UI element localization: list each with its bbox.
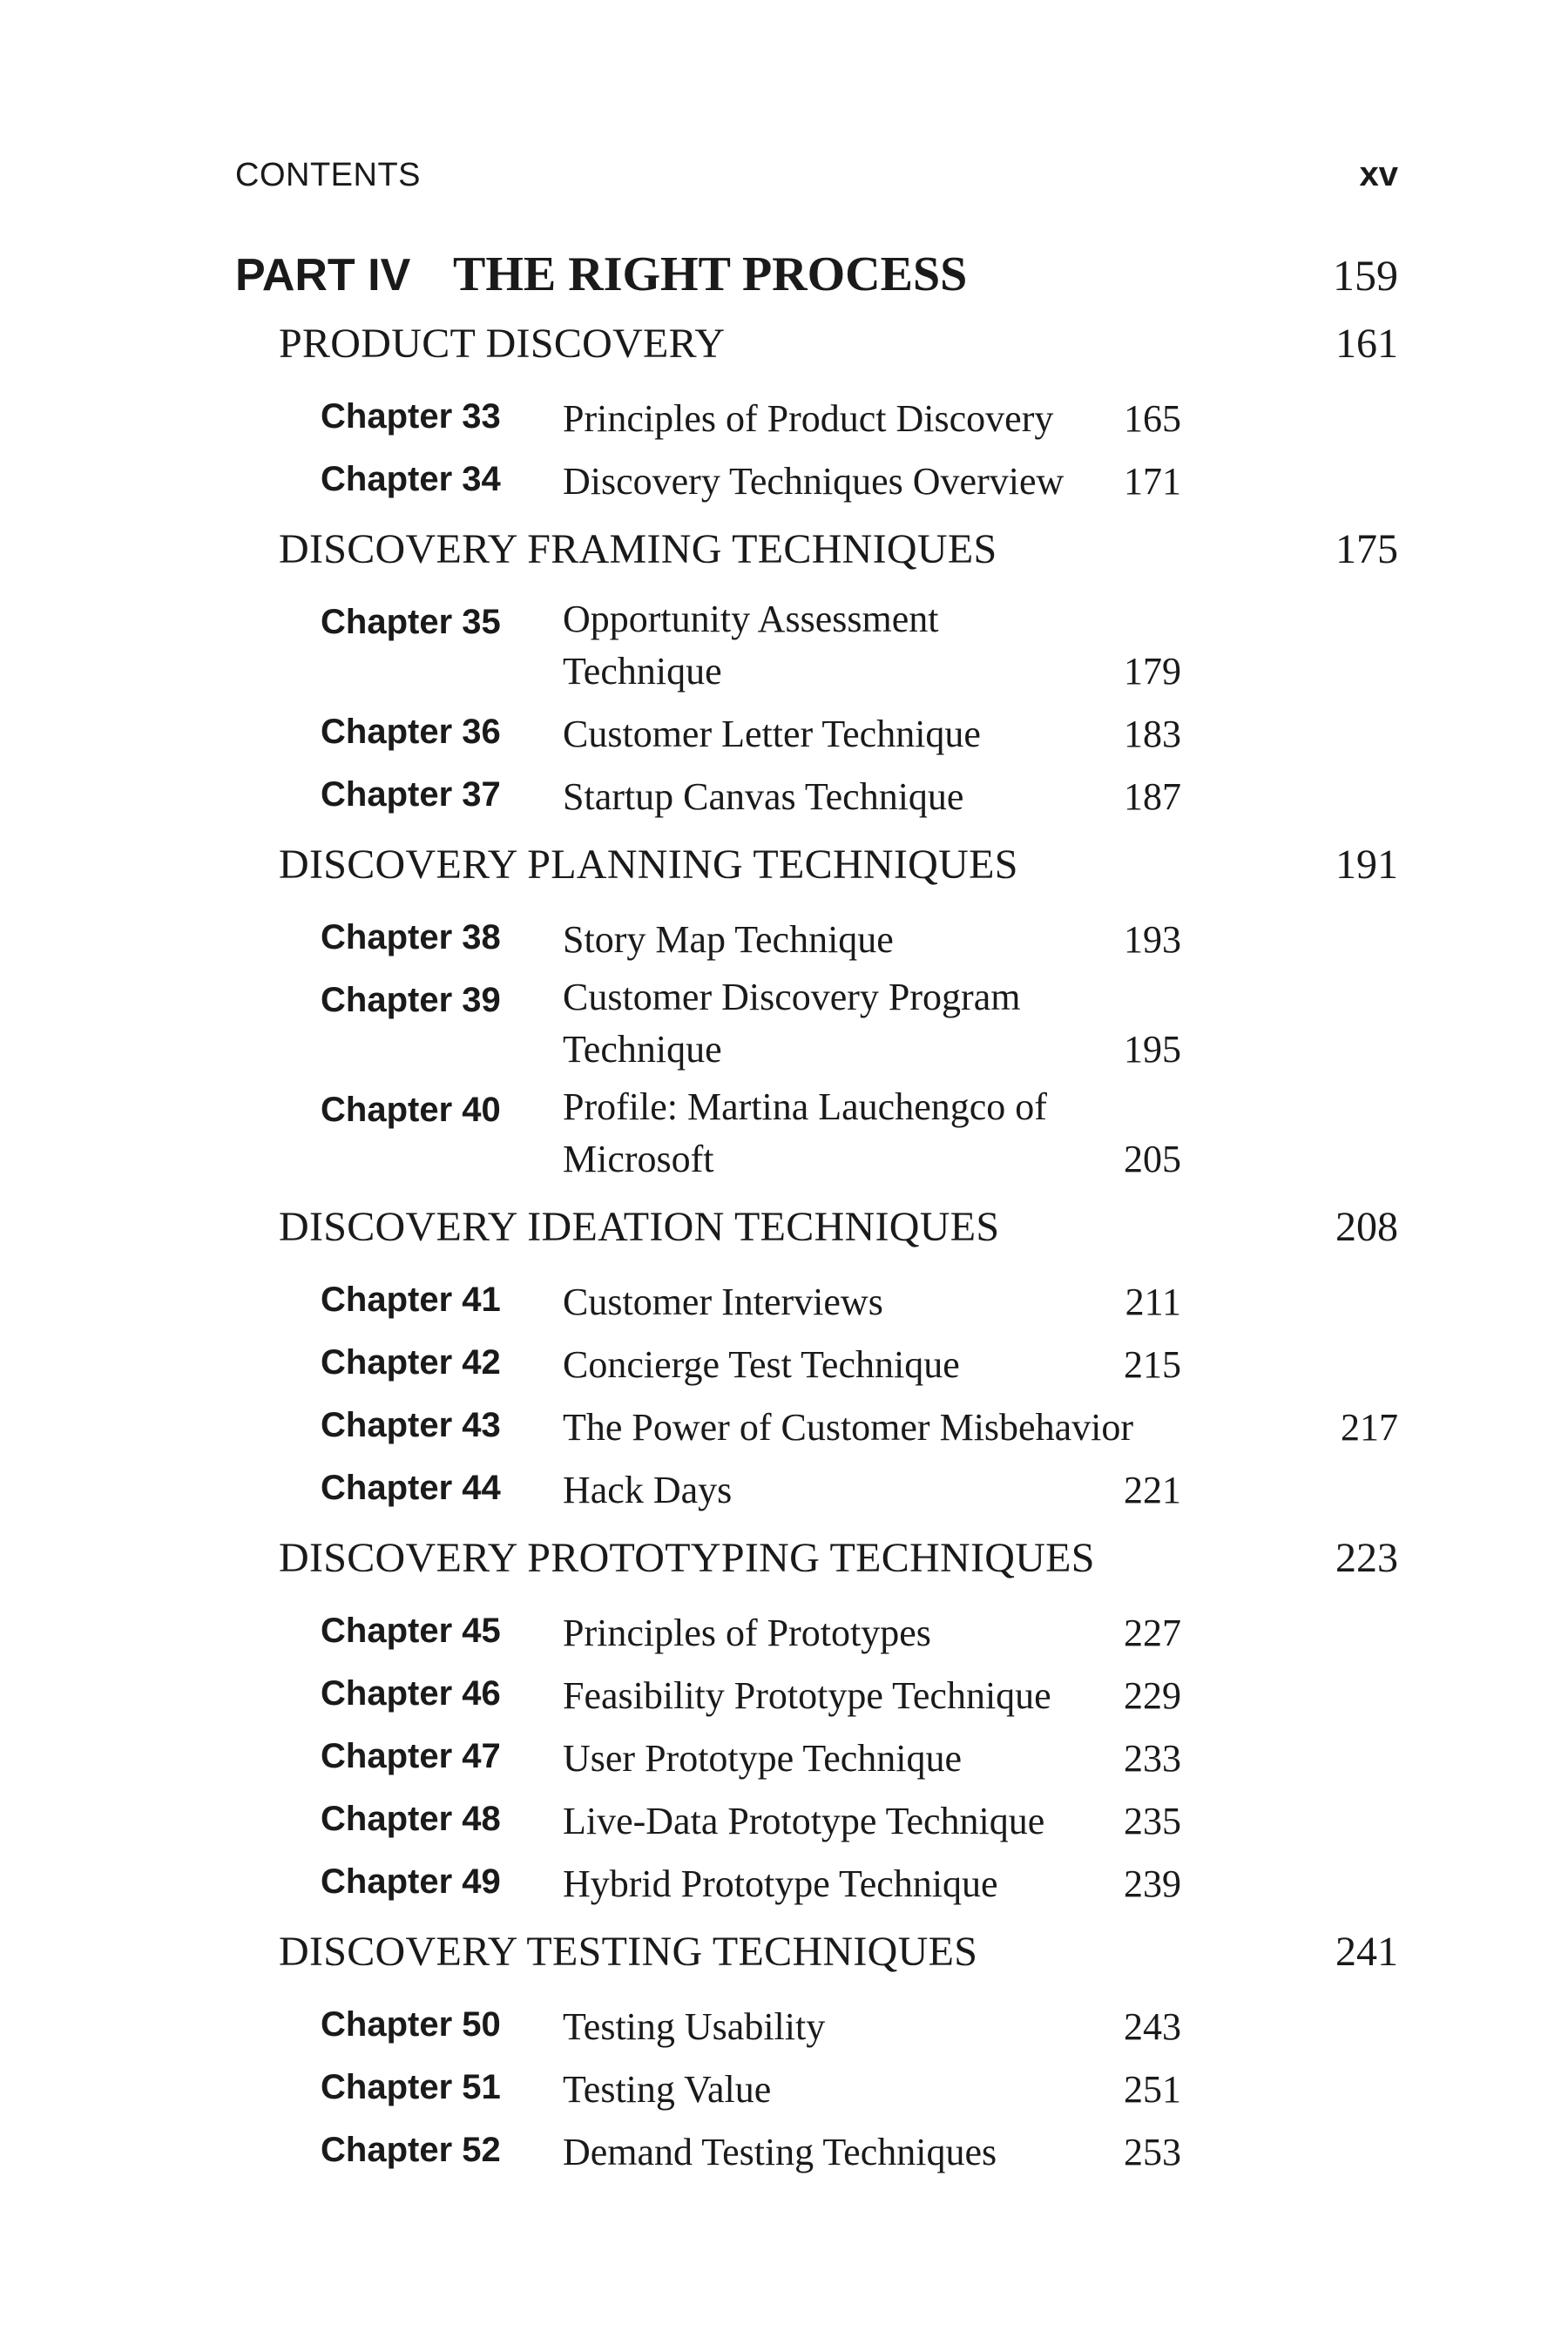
chapter-title: Testing Value [563,2068,772,2111]
chapter-title: Principles of Prototypes [563,1612,931,1654]
section-heading[interactable] [235,1191,1398,1264]
chapter-label: Chapter 51 [321,2068,501,2106]
chapter-list [235,1602,1398,1910]
chapter-entry[interactable] [235,971,1398,1076]
section-heading[interactable] [235,308,1398,381]
chapter-page-number: 211 [1125,1281,1181,1323]
chapter-title: Feasibility Prototype Technique [563,1674,1051,1717]
table-of-contents [235,247,1398,2184]
chapter-list [235,909,1398,1186]
chapter-label: Chapter 42 [321,1343,501,1382]
section-title: DISCOVERY TESTING TECHNIQUES [279,1929,978,1975]
chapter-title: Live-Data Prototype Technique [563,1800,1045,1842]
section-page-number: 223 [1335,1535,1398,1581]
chapter-label: Chapter 49 [321,1862,501,1901]
chapter-entry[interactable] [235,450,1398,508]
section-heading[interactable] [235,513,1398,586]
chapter-page-number: 233 [1124,1737,1181,1780]
chapter-entry[interactable] [235,2121,1398,2179]
chapter-entry[interactable] [235,1996,1398,2053]
chapter-entry[interactable] [235,766,1398,823]
chapter-page-number: 253 [1124,2131,1181,2173]
chapter-entry[interactable] [235,703,1398,760]
chapter-entry[interactable] [235,1602,1398,1659]
chapter-label: Chapter 37 [321,775,501,814]
chapter-label: Chapter 41 [321,1281,501,1319]
chapter-label: Chapter 46 [321,1674,501,1713]
chapter-page-number: 205 [1124,1138,1181,1180]
section-title: DISCOVERY FRAMING TECHNIQUES [279,526,997,572]
chapter-label: Chapter 48 [321,1800,501,1838]
chapter-label: Chapter 35 [321,603,501,641]
chapter-page-number: 235 [1124,1800,1181,1842]
chapter-page-number: 179 [1124,650,1181,693]
chapter-title: User Prototype Technique [563,1737,963,1780]
chapter-label: Chapter 44 [321,1469,501,1507]
section-title: DISCOVERY IDEATION TECHNIQUES [279,1204,1000,1250]
section-page-number: 191 [1335,841,1398,888]
chapter-title: Hybrid Prototype Technique [563,1862,998,1905]
chapter-entry[interactable] [235,1790,1398,1848]
chapter-entry[interactable] [235,1727,1398,1785]
chapter-label: Chapter 39 [321,981,501,1019]
chapter-page-number: 215 [1124,1343,1181,1386]
section-heading[interactable] [235,1916,1398,1989]
chapter-page-number: 193 [1124,918,1181,961]
chapter-page-number: 187 [1124,775,1181,818]
chapter-page-number: 217 [1341,1406,1398,1449]
chapter-page-number: 195 [1124,1028,1181,1071]
chapter-label: Chapter 47 [321,1737,501,1775]
section-title: DISCOVERY PROTOTYPING TECHNIQUES [279,1535,1095,1581]
chapter-title: The Power of Customer Misbehavior [563,1406,1133,1449]
chapter-entry[interactable] [235,593,1398,698]
chapter-label: Chapter 34 [321,460,501,498]
chapter-title: Customer Letter Technique [563,713,981,755]
chapter-title: Hack Days [563,1469,733,1511]
chapter-page-number: 251 [1124,2068,1181,2111]
section-title: PRODUCT DISCOVERY [279,321,726,367]
section-title: DISCOVERY PLANNING TECHNIQUES [279,841,1018,888]
chapter-title: Story Map Technique [563,918,894,961]
chapter-list [235,1996,1398,2179]
chapter-entry[interactable] [235,1334,1398,1391]
part-page-number: 159 [1333,251,1398,300]
part-title: THE RIGHT PROCESS [453,247,968,301]
chapter-list [235,1271,1398,1517]
section-page-number: 175 [1335,526,1398,572]
chapter-label: Chapter 40 [321,1091,501,1129]
chapter-entry[interactable] [235,1081,1398,1186]
part-label: PART IV [235,250,411,301]
chapter-label: Chapter 45 [321,1612,501,1650]
chapter-list [235,388,1398,508]
running-header [235,155,1398,194]
chapter-entry[interactable] [235,388,1398,445]
chapter-page-number: 165 [1124,397,1181,440]
chapter-title: Principles of Product Discovery [563,397,1054,440]
chapter-title: Opportunity Assessment Technique [563,598,939,693]
chapter-title: Testing Usability [563,2005,826,2048]
page-number: xv [1359,155,1398,193]
chapter-label: Chapter 50 [321,2005,501,2044]
chapter-entry[interactable] [235,909,1398,966]
chapter-page-number: 221 [1124,1469,1181,1511]
chapter-title: Discovery Techniques Overview [563,460,1064,503]
chapter-entry[interactable] [235,2058,1398,2116]
chapter-title: Profile: Martina Lauchengco of Microsoft [563,1085,1047,1180]
section-page-number: 208 [1335,1204,1398,1250]
chapter-entry[interactable] [235,1665,1398,1722]
chapter-page-number: 183 [1124,713,1181,755]
chapter-label: Chapter 36 [321,713,501,751]
chapter-label: Chapter 43 [321,1406,501,1444]
chapter-entry[interactable] [235,1396,1398,1454]
chapter-page-number: 229 [1124,1674,1181,1717]
chapter-title: Customer Interviews [563,1281,883,1323]
chapter-title: Customer Discovery Program Technique [563,976,1021,1071]
chapter-label: Chapter 38 [321,918,501,956]
chapter-label: Chapter 33 [321,397,501,436]
part-heading[interactable] [235,247,1398,308]
chapter-title: Startup Canvas Technique [563,775,964,818]
running-title: CONTENTS [235,157,421,193]
section-page-number: 161 [1335,321,1398,367]
section-page-number: 241 [1335,1929,1398,1975]
section-heading[interactable] [235,828,1398,902]
chapter-title: Demand Testing Techniques [563,2131,997,2173]
chapter-page-number: 227 [1124,1612,1181,1654]
chapter-list [235,593,1398,823]
chapter-label: Chapter 52 [321,2131,501,2169]
chapter-page-number: 171 [1124,460,1181,503]
chapter-entry[interactable] [235,1271,1398,1328]
chapter-entry[interactable] [235,1853,1398,1910]
section-heading[interactable] [235,1522,1398,1595]
chapter-entry[interactable] [235,1459,1398,1517]
chapter-title: Concierge Test Technique [563,1343,960,1386]
chapter-page-number: 243 [1124,2005,1181,2048]
chapter-page-number: 239 [1124,1862,1181,1905]
